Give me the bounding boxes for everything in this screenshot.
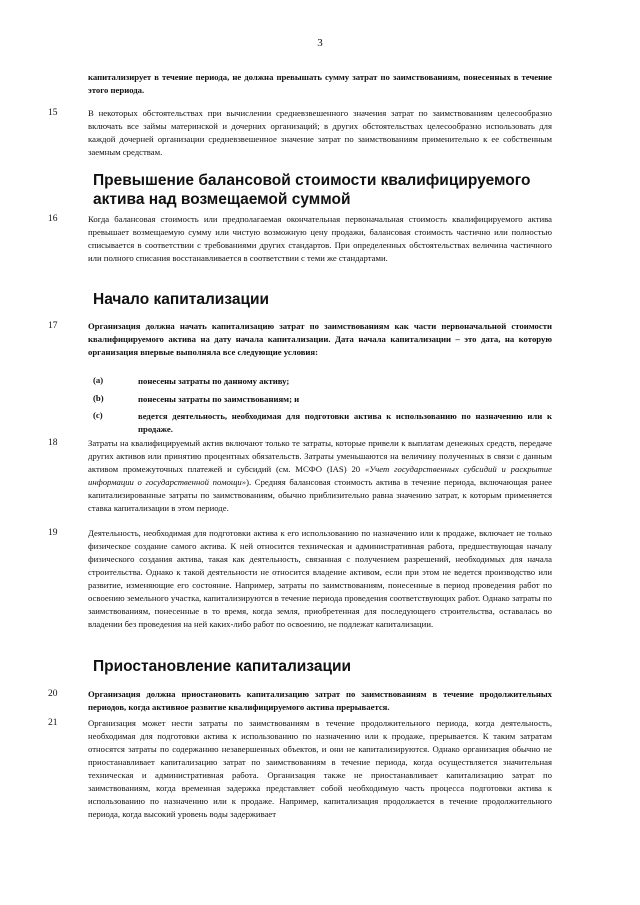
- paragraph-15: [88, 107, 552, 159]
- paragraph-16-text: Когда балансовая стоимость или предполагаемая окончательная первоначальная стоимость квалифицируемого актива превышает возмещаемую сумму или чистую возможную цену продажи, балансовая стоимость частично или полностью списывается в соответствии с требованиями других стандартов. При определенных обстоятельствах величина частичного или полного списания восстанавливается в соответствии с теми же стандартами.: [88, 214, 552, 263]
- paragraph-number-21: 21: [48, 718, 58, 728]
- paragraph-number-16: 16: [48, 214, 58, 224]
- paragraph-20: [88, 688, 552, 714]
- paragraph-21-text: Организация может нести затраты по заимствованиям в течение продолжительного периода, когда деятельность, необходимая для подготовки актива к использованию по назначению или к продаже, прерывается. К таким затратам относятся затраты по содержанию незавершенных объектов, и они не капитализируются. Однако организация обычно не приостанавливает капитализацию затрат по заимствованиям в течение периода, когда осуществляется значительная техническая и административная работа. Организация также не приостанавливает капитализацию затрат по заимствованиям, когда временная задержка представляет собой необходимую часть процесса подготовки актива к использованию по назначению или к продаже. Например, капитализация продолжается в течение продолжительного периода, когда высокий уровень воды задерживает: [88, 718, 552, 819]
- ifrs-20-title: «Учет государственных субсидий и раскрытие информации о государственной помощи»: [88, 464, 552, 487]
- paragraph-intro: [88, 71, 552, 97]
- section-heading-commencement: Начало капитализации: [93, 291, 270, 308]
- paragraph-18: [88, 437, 552, 515]
- paragraph-intro-text: капитализирует в течение периода, не должна превышать сумму затрат по заимствованиям, понесенных в течение этого периода.: [88, 72, 552, 95]
- list-item-text-a: понесены затраты по данному активу;: [138, 376, 290, 386]
- paragraph-number-18: 18: [48, 438, 58, 448]
- page-number: 3: [317, 37, 323, 49]
- list-item-label-a: (a): [93, 375, 104, 385]
- paragraph-15-text: В некоторых обстоятельствах при вычислении средневзвешенного значения затрат по заимствованиям целесообразно включать все займы материнской и дочерних организаций; в других обстоятельствах целесообразно использовать для каждой дочерней организации средневзвешенное значение затрат по заимствованиям применительно к ее собственным заемным средствам.: [88, 108, 552, 157]
- list-item-label-b: (b): [93, 393, 104, 403]
- paragraph-number-19: 19: [48, 528, 58, 538]
- paragraph-18-text-b: ). Средняя балансовая стоимость актива в течение периода, включающая ранее капитализированные затраты по заимствованиям, обычно приблизительно равна значению затрат, к которым применяется ставка капитализации в этом периоде.: [88, 477, 552, 513]
- list-item-label-c: (c): [93, 410, 103, 420]
- list-item-text-b: понесены затраты по заимствованиям; и: [138, 394, 300, 404]
- paragraph-number-17: 17: [48, 321, 58, 331]
- section-heading-suspension: Приостановление капитализации: [93, 658, 352, 675]
- list-item-text-c: ведется деятельность, необходимая для подготовки актива к использованию по назначению или к продаже.: [138, 411, 552, 434]
- paragraph-16: [88, 213, 552, 265]
- paragraph-17-text: Организация должна начать капитализацию затрат по заимствованиям как части первоначальной стоимости квалифицируемого актива на дату начала капитализации. Дата начала капитализации – это дата, на которую организация впервые выполняла все следующие условия:: [88, 321, 552, 357]
- paragraph-17: [88, 320, 552, 359]
- paragraph-number-15: 15: [48, 108, 58, 118]
- paragraph-18-text-a: Затраты на квалифицируемый актив включают только те затраты, которые привели к выплатам денежных средств, передаче других активов или принятию процентных обязательств. Затраты уменьшаются на величину полученных в связи с данным активом промежуточных платежей и субсидий (см. МСФО (IAS) 20: [88, 438, 552, 474]
- paragraph-18-text: [88, 437, 552, 515]
- section-heading-impairment: Превышение балансовой стоимости квалифицируемого актива над возмещаемой суммой: [93, 172, 531, 208]
- paragraph-number-20: 20: [48, 689, 58, 699]
- paragraph-21: [88, 717, 552, 821]
- paragraph-19-text: Деятельность, необходимая для подготовки актива к его использованию по назначению или к продаже, включает не только физическое создание самого актива. К ней относится техническая и административная работа, предшествующая началу физического создания актива, такая как деятельность, связанная с получением разрешений, необходимых для начала строительства. Однако к такой деятельности не относится владение активом, если при этом не ведется производство или развитие, изменяющие его состояние. Например, затраты по заимствованиям, понесенные в период проведения работ по освоению земельного участка, капитализируются в течение периода проведения соответствующих работ. Однако затраты по заимствованиям, понесенные в то время, когда земля, приобретенная для последующего строительства, оставалась во владении без проведения на ней каких-либо работ по освоению, не подлежат капитализации.: [88, 528, 552, 629]
- paragraph-20-text: Организация должна приостановить капитализацию затрат по заимствованиям в течение продолжительных периодов, когда активное развитие квалифицируемого актива прерывается.: [88, 689, 552, 712]
- paragraph-19: [88, 527, 552, 631]
